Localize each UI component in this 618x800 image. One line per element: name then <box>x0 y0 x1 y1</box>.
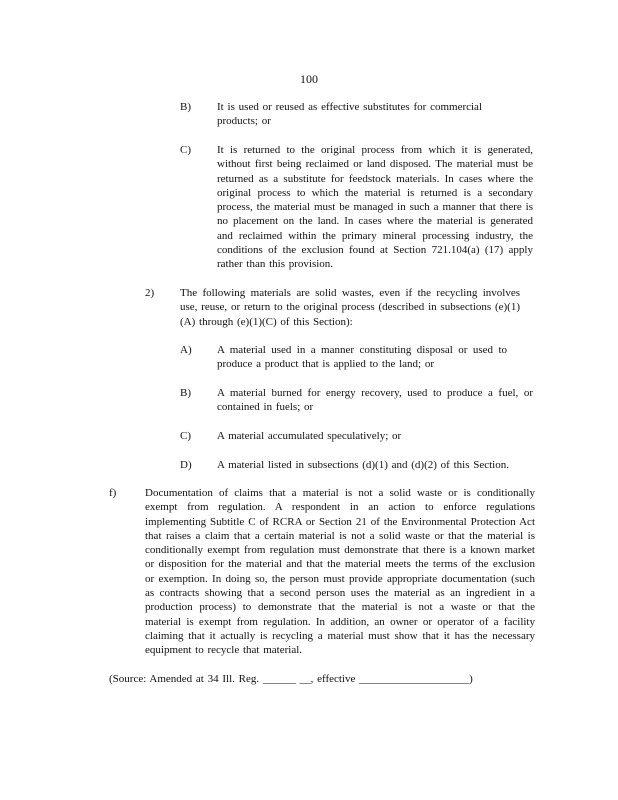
item-2d-label: D) <box>180 459 192 471</box>
item-2b-label: B) <box>180 387 191 399</box>
item-2-label: 2) <box>145 287 155 299</box>
item-2c-label: C) <box>180 430 191 442</box>
page-number: 100 <box>300 72 318 86</box>
item-2a-text: A material used in a manner constituting disposal or used to produce a product that is applied to the land; or <box>217 344 507 371</box>
item-c-label: C) <box>180 144 191 156</box>
item-2d-text: A material listed in subsections (d)(1) and (d)(2) of this Section. <box>217 459 509 471</box>
item-2b-text: A material burned for energy recovery, used to produce a fuel, or contained in fuels; or <box>217 387 533 414</box>
item-b-label: B) <box>180 101 191 113</box>
item-2-text: The following materials are solid wastes, even if the recycling involves use, reuse, or return to the original process (described in subsections (e)(1)(A) through (e)(1)(C) of this Section): <box>180 287 520 328</box>
item-f-text: Documentation of claims that a material is not a solid waste or is conditionally exempt from regulation. A respondent in an action to enforce regulations implementing Subtitle C of RCRA or Section 21 of the Environmental Protection Act that raises a claim that a certain material is not a solid waste or that the material is conditionally exempt from regulation must demonstrate that there is a known market or disposition for the material and that the material meets the terms of the exclusion or exemption. In doing so, the person must provide appropriate documentation (such as contracts showing that a second person uses the material as an ingredient in a production process) to demonstrate that the material is not a waste or that the material is exempt from regulation. In addition, an owner or operator of a facility claiming that it actually is recycling a material must show that it has the necessary equipment to recycle that material. <box>145 487 535 657</box>
source-note: (Source: Amended at 34 Ill. Reg. ______ __, effective ____________________) <box>109 673 473 685</box>
item-c-text: It is returned to the original process from which it is generated, without first being reclaimed or land disposed. The material must be returned as a substitute for feedstock materials. In cases where the original process to which the material is returned is a secondary process, the material must be managed in such a manner that there is no placement on the land. In cases where the material is generated and reclaimed within the primary mineral processing industry, the conditions of the exclusion found at Section 721.104(a) (17) apply rather than this provision. <box>217 144 533 271</box>
item-2a-label: A) <box>180 344 192 356</box>
item-f-label: f) <box>109 487 117 499</box>
item-2c-text: A material accumulated speculatively; or <box>217 430 402 442</box>
item-b-text: It is used or reused as effective substitutes for commercial products; or <box>217 101 482 128</box>
